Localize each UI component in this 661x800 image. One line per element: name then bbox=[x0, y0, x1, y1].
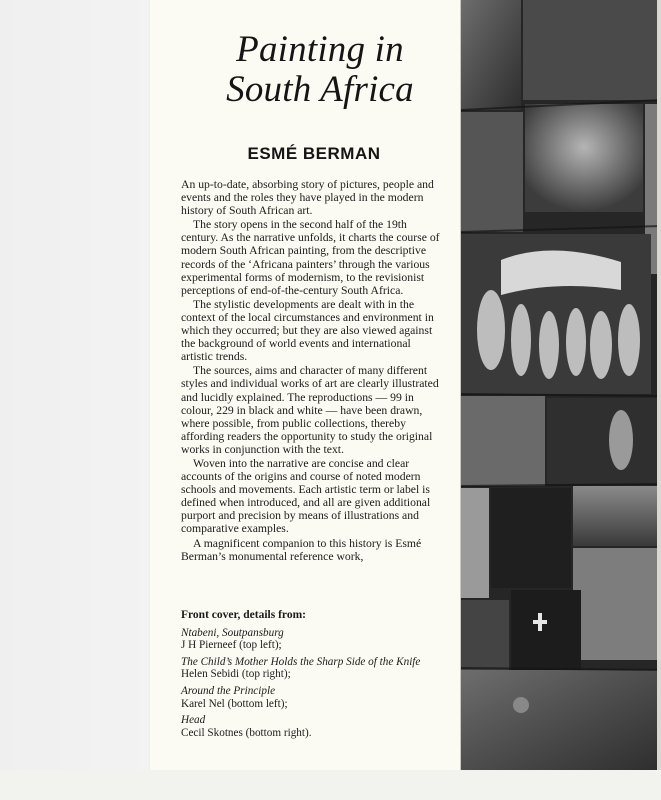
collage-artwork bbox=[461, 0, 661, 770]
cover-credits bbox=[181, 609, 449, 743]
collage-panel bbox=[461, 112, 523, 232]
credit-artist: J H Pierneef (top left); bbox=[181, 639, 282, 652]
collage-panel bbox=[525, 104, 643, 212]
blurb-paragraph: The story opens in the second half of the 19th century. As the narrative unfolds, it charts the course of modern South African painting, from the descriptive records of the ‘Africana painters’ through the various experimental forms of modernism, to the revisionist perceptions of end-of-the-century South Africa. bbox=[181, 218, 440, 297]
credits-heading: Front cover, details from: bbox=[181, 609, 306, 621]
credit-artwork-title: Ntabeni, Soutpansburg bbox=[181, 626, 284, 639]
blurb-paragraph: Woven into the narrative are concise and clear accounts of the origins and course of noted modern schools and movements. Each artistic term or label is defined when introduced, and all are given additional purport and precision by means of illustrations and comparative examples. bbox=[181, 456, 431, 536]
blurb-paragraph: An up-to-date, absorbing story of pictures, people and events and the roles they have played in the modern history of South African art. bbox=[181, 178, 434, 218]
collage-panel bbox=[461, 396, 545, 486]
credit-artist: Cecil Skotnes (bottom right). bbox=[181, 726, 312, 739]
collage-panel bbox=[573, 548, 661, 660]
credit-artist: Helen Sebidi (top right); bbox=[181, 668, 291, 681]
credit-artwork-title: Around the Principle bbox=[181, 684, 276, 697]
book-title bbox=[210, 30, 430, 110]
credit-item bbox=[181, 656, 449, 681]
collage-panel bbox=[511, 590, 581, 670]
collage-panel bbox=[547, 398, 661, 484]
flap-content bbox=[162, 0, 448, 770]
credit-artwork-title: Head bbox=[181, 714, 206, 727]
jacket-flap bbox=[150, 0, 461, 770]
credit-artist: Karel Nel (bottom left); bbox=[181, 697, 288, 710]
collage-panel bbox=[461, 670, 661, 770]
blurb-paragraph: A magnificent companion to this history is Esmé Berman’s monumental reference work, bbox=[181, 536, 422, 563]
collage-panel bbox=[573, 486, 661, 546]
book-title-line-2: South Africa bbox=[226, 69, 414, 110]
credit-artwork-title: The Child’s Mother Holds the Sharp Side of the Knife bbox=[181, 655, 421, 668]
collage-panel bbox=[461, 488, 489, 598]
credit-item bbox=[181, 714, 449, 739]
scan-margin-bottom bbox=[0, 770, 661, 800]
blurb-paragraph: The stylistic developments are dealt with in the context of the local circumstances and environment in which they occurred; but they are also viewed against the background of world events and international artistic trends. bbox=[181, 297, 434, 364]
cover-artwork-collage bbox=[461, 0, 661, 770]
book-title-line-1: Painting in bbox=[236, 29, 404, 70]
collage-panel bbox=[491, 488, 571, 588]
blurb-paragraph: The sources, aims and character of many different styles and individual works of art are clearly illustrated and lucidly explained. The reproductions — 99 in colour, 229 in black and white — have been drawn, where possible, from public collections, thereby affording readers the opportunity to study the original works in conjunction with the text. bbox=[181, 364, 439, 456]
credit-item bbox=[181, 685, 449, 710]
author-name: ESMÉ BERMAN bbox=[247, 144, 381, 163]
credit-item bbox=[181, 627, 449, 652]
blurb-text bbox=[181, 178, 443, 564]
collage-panel bbox=[523, 0, 661, 100]
collage-panel bbox=[461, 0, 521, 110]
